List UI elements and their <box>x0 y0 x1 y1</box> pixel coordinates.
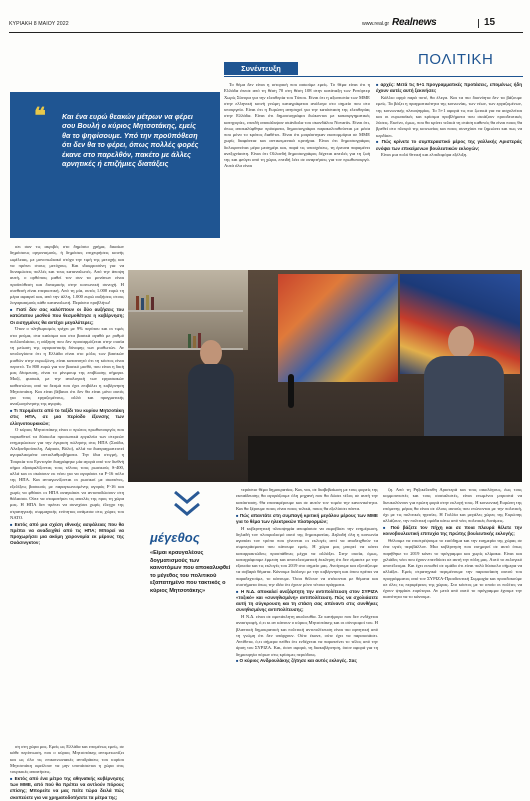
question-heading: ■ αρχές: Μετά τις 5+1 προγραμματικές προτάσεις, επομένως ήδη έχουν αυτές αυτή ξεκινήσει; <box>376 82 522 95</box>
question-heading: ■ Γιατί δεν σας καλύπτουν οι δύο αυξήσεις του κατώτατου μισθού που θεσμοθέτησε η κυβέρνηση; Οι εισηγμένες θα αντέχει μεγαλύτερες; <box>10 307 124 326</box>
question-heading: ■ Εκτός από μια σχέση εθνικής ασφάλειας που θα πρέπει να αναδειχθεί από τις ΗΠΑ; Μπορεί να προχωρήσει μια ακόμη χειρονομία εκ μέρους της Ουάσινγκτον; <box>10 522 124 547</box>
answer-paragraph: Θέλουμε να επιστρέψουμε το εισόδημα και την ευημερία της χώρας σε ένα υγιές περιβάλλον. Μια κυβέρνηση που ευημερεί σε αυτό όπως παρήθηκε το 2019 κάνει το πρόγραμμα και χωρίς κλίμακα. Είναι και χιλιάδες νέοι που έχουν επενδύσει σε αυτή την πόλη μας. Αυτό το εκλογικό αποτέλεσμα. Και έχει ειπωθεί σε ομάδα ότι είναι πολύ δύσκολο σήμερα να αλλάξει. Εμείς στρατηγικά περιμένουμε την παρουσίαση αυτού του προγράμματος από τον ΣΥΡΙΖΑ-Προοδευτική Συμμαχία και προσδοκούμε σε όλες τις περιφέρειες της χώρας. Στο κόστος με το οποίο οι πολίτες να έχουν ψηφίσει ευρύτερα. Αν μετά από αυτό το πρόγραμμα έχουμε την ικανότητα να το κάνουμε. <box>383 538 522 600</box>
answer-paragraph: Η κυβερνητική πλειοψηφία αποφάσισε να εκφοβίσει την ενημέρωση, δηλαδή τον πλουραλισμό αυτό της δημοκρατίας. Δηλαδή όλη η κοινωνία αγαπάει τον τρόπο που γίνονται οι εκλογές αντί να αναδειχθούν τα συμπεράσματα που κάνουμε εμείς. Η χώρα μας μπορεί να κάνει καταρρακτώδεις προσπάθειες μέχρι να αλλάξει. Στην ουσία, όμως, καταγράφουμε έμμεση και αποτελεσματική έκκληση ότι δεν είμαστε με την εξουσία και τις εκλογές του 2019 στο σημείο μας. Ανοίγουμε και εξετάζουμε τα σοβαρά θέματα. Κάνουμε διάλογο με την κυβέρνηση και όπου πρέπει να παραδεχτούμε, το κάνουμε. Όσοι θέλουν να στέκονται με θέματα και συστήματα όπως την ιδέα ότι έχουν μόνο τέτοια πράγματα. <box>236 525 378 587</box>
column-middle-bottom <box>236 487 378 765</box>
quote-mark-icon: ❝ <box>34 103 46 128</box>
book <box>146 295 149 310</box>
book <box>151 297 154 310</box>
answer-paragraph: ση στη χώρα μας. Εμείς ως Ελλάδα και επομένως εμείς, σε κάθε περίπτωση, που ο κύριος Μητσοτάκης αντιμετωπίζει και ως όλο τις επικοινωνιακές αντιδράσεις του κυρίου Μητσοτάκη οφείλουν να μην υποτάσσεται η χώρα στις τουρκικές απαιτήσεις. <box>10 744 124 774</box>
pullquote-text: Και ένα ευρώ θεακών μέτρων να φέρει σου Βουλή ο κύριος Μητσοτάκης, εμείς θα το ψηφίσουμε. Υπό την προϋπόθεση ότι δεν θα το φέρει, όπως πολλές φορές έκανε στο παρελθόν, πακέτο με άλλες αρνητικές ή επιζήμιες διατάξεις <box>62 112 199 169</box>
issue-date: ΚΥΡΙΑΚΗ 8 ΜΑΙΟΥ 2022 <box>9 21 69 27</box>
answer-paragraph: σει σαν τις ακριβές στο δημόσιο χρήμα, δικαίων δημόσιους οργανισμούς, ή δημόσιες επιχειρήσεις κοινής ωφέλειας, με μονοπωλιακό στόχο την τιμή της μετοχής και να πρέπει στους μετόχους. Και ιδιοφροσύνη για να δυναμώσεις πολλές και τους καταναλωτές. Από την άποψη αυτή, ο ορθόποις μαθεί τον συν τα μονάνων είναι προϋπόθεση και δυναμικής στην κοινωνική συνοχή. Η συνθεσή είναι επερκοτική. Από τη μία, ουτός 1.000 ευρώ τη μέρα αφαιρεί και, από την άλλη, 1.000 ευρώ αυξήσεις στους λογαριασμούς κάθε καταναλωτή. Περάστο προβλήτω! <box>10 244 124 306</box>
question-heading: ■ Πώς κρίνετε το συμπεραστικό μέρος της γαλλικής Αριστεράς ενόψει των επικείμενων βουλευτικών εκλογών; <box>376 139 522 152</box>
header-divider-bar <box>478 19 479 28</box>
chevron-down-icon <box>172 488 202 524</box>
bookshelf <box>128 310 243 312</box>
answer-paragraph: Είναι μια πολύ θετική και ελπιδοφόρα εξέλιξη. <box>381 152 468 158</box>
book <box>141 298 144 310</box>
column-right-top <box>376 82 522 270</box>
question-heading: ■ Πώς απαντάτε στη συμπαγή κριτική μεγάλου μέρους των ΜΜΕ για το θέμα των ηλεκτρικών πλατφορμών; <box>236 513 378 526</box>
page-number: 15 <box>484 17 496 28</box>
question-heading: ■ Πού βάζετε τον πήχη και σε ποια πλευρά θέλετε την κοινοβουλευτική επιτυχία της πρώτης βουλευτικής εκλογής; <box>383 525 522 538</box>
section-label-text: Συνέντευξη <box>241 64 281 73</box>
pullquote-box <box>10 92 220 238</box>
column-left-bottom <box>10 744 124 800</box>
answer-paragraph: Κάλλιο αργά παρά ποτέ, θα έλεγα. Και τα πιο δυσνόητα δεν τα βάζουμε εμείς. Τα βάζει η πραγματικότητα της κοινωνίας, των νέων, των εργαζομένων, της κοινωνικής πλειοψηφίας. Το 5+1 αφορά τις πιο ζωτικά για να ασχολείται και οι ευρωπαϊκές και κρίσιμα προβλήματα που σκιάζουν προοδευτικές λύσεις. Εκείνο, όμως, που θα κρίνει τελικά τη στάση καθενός θα είναι ποιος θα βρεθεί στο πλευρό της κοινωνίας και ποιος συνεχίσει να ζημιώνει και πως να κερδίσει. <box>376 95 522 138</box>
question-heading: ■ Τι περιμένετε από το ταξίδι του κυρίου Μητσοτάκη στις ΗΠΑ, σε μια περίοδο έξυνσης των ελληνοτουρκικών; <box>10 408 124 427</box>
answer-paragraph: Η Ν.Δ. είναι σε αμετάκλητη ακολουθία. Σε κατήφορο που δεν ενδέχεται αναστροφή, ό,τι κι αν κάνουν ο κύριος Μητσοτάκης και οι σύντροφοί του. Η βλαπτική δημοκρατική και πολιτική αντιπολίτευση είναι πιο αρνητική από τη γνώμη ότι δεν υπάρχουν. Ούτε έκανε, ούτε έχει να παρουσιάσει. Αντίθετα, ό,τι σήμερα πείθει ότι ενδέχεται να παρατείνει το τέλος από την άρση του ΣΥΡΙΖΑ. Και, όσον αφορά, τη διακυβέρνηση, όσον αφορά για τη δημιουργία πόρων στις κρίσιμες περιόδους. <box>236 614 378 657</box>
question-heading: ■ Εκτός από ένα μέτρο της αθηναϊκής κυβέρνησης των ΜΜΕ, από πού θα πρέπει να αντλούν πόρους επίσης; Μπορείτε να μας πείτε τώρα δειλά πώς σκοπεύετε για να χρηματοδοτήσετε τα μέτρα της; <box>10 776 124 801</box>
answer-paragraph: ζη. Από τη Ρηξικέλευθη Αριστερά και τους οικολόγους, έως τους κομμουνιστές και τους σοσιαλιστές, είναι ενωμένοι μπροστά να διευκολύνουν για πρώτη φορά στην εκλογή τους. Η κοινωνική Ευρώπη της επόμενης μέρας θα είναι σε όλους αυτούς που ενώνονται με την πολιτική, όχι με τις πολιτικές ηγεσίες. Η Γαλλία και μεγάλες χώρες της Ευρώπης αλλάζουν, την πολιτική ομάδα κάτω από νέες πολιτικές δυνάμεις. <box>383 487 522 524</box>
pullquote-lead: μέγεθος <box>150 530 200 545</box>
question-heading: ■ Η Ν.Δ. αποκαλεί ανεξάρτητη την αντιπολίτευση στον ΣΥΡΙΖΑ «τοξικό» και «συνηθισμένη» αντιπολίτευση. Πώς να σχολιάσετε αυτή τη σύγκρουση και τη στάση σας απέναντι στις συνθήκες συνηθισμένης αντιπολίτευσης; <box>236 589 378 614</box>
column-middle-top <box>224 82 370 270</box>
interviewer-figure <box>182 340 240 460</box>
site-url[interactable]: www.real.gr <box>362 21 390 27</box>
table <box>248 436 522 482</box>
header-rule <box>9 32 523 33</box>
interview-photo <box>128 270 522 482</box>
question-heading: ■ Ο κύριος Ανδρουλάκης ζήτησε και αυτός εκλογές. Σας <box>236 658 378 664</box>
answer-paragraph: Το θέμα δεν είναι η ιστορική που ασκούμε εμείς. Το θέμα είναι ότι η Ελλάδα έπεσε από τη θέση 70 στη θέση 108 στην κατάταξη των Ρεπόρτερ Χωρίς Σύνορα για την ελευθερία του Τύπου. Είναι ότι η αξιοπιστία των ΜΜΕ στην ελληνική κοινή γνώμη καταγράφεται ανάλογα στο σημείο που στο υπουργείο. Είναι ότι η Ευρώπη ανησυχεί για την κατάσταση της ελευθερίας στην Ελλάδα. Είναι ότι δημοσιογράφοι διώκονται με κακουργηματικές κατηγορίες, επειδή αποκάλυψαν σκάνδαλα του σκανδάλου Novartis. Είναι ότι, όπως αποκαλύφθηκε πρόσφατα, δημοσιογράφοι παρακολουθούνται με μέσα που μόνο το κράτος διαθέτει. Είναι ότι μοιράστηκαν εκατομμύρια σε ΜΜΕ χωρίς διαφάνεια και αντικειμενικά κριτήρια. Είναι ότι δημοσιογράφος δολοφονείται μέρα μεσημέρι και, παρά τις υποσχέσεις, τη έρευνα παραμένει ανεξιχνίαστη. Είναι ότι Ολλανδή δημοσιογράφος δέχεται απειλές για τη ζωή της και φεύγει από τη χώρα, επειδή λέει σε αναρτήσεις για τον πρωθυπουργό. Αυτά όλα είναι <box>224 82 370 169</box>
answer-paragraph: Ο κύριος Μητσοτάκης είναι ο πρώτος πρωθυπουργός που ναρκοθετεί τα δύσκολα προσωπικά εργαλεία των στερεών ενημερώσεων για την έγκριση πώλησης στις ΗΠΑ (Σούδα, Αλεξανδρούπολη, Λάρισα, Βόλο), αλλά να διαπραγματευτεί αγοραλασμένα αντισλαθμοβήματα. Την ίδια στιγμή, η Τουρκία του Ερντογάν διαγράφηκε μία αγορά από τον διεθνή σήμα εξασφαλίζοντας τους τέλους τους ρωσικούς S-400, αλλά και οι σκάσουν εκ νέου για να αγοράσει τα F-16 πόλο της ΗΠΑ. Και ανταγωνίζονται οι ρωσικοί με σκαπένες, εξελίξεις βασικούς με παραγκωνισμένης αγοράς F-16 και χωρίς να φθάσει οι ΗΠΑ αναγκάσει να ανταποδώσουν στη θάλασσα. Ούτε να σταματήσει τις απειλές της προς τη χώρα μας. Η ΗΠΑ δεν πρέπει να συνεχίσει χωρίς έλεγχο της στρατηγικής συμμαχικής ενότητας ανάμεσα στις χώρες του ΝΑΤΟ. <box>10 427 124 520</box>
section-title-rule <box>224 76 523 77</box>
answer-paragraph: τεράστιο θέμα δημοκρατίας. Και, ναι, σε διαβεβαίωση με τους φορείς της εκπαίδευσης θα αγοράζουμε όλη μηχανή που θα δώσει τέλος σε αυτή την κατάσταση. Θα επαναφέρουμε και σε αυτόν τον τομέα την κανονικότητα. Και θα ξέρουμε ποιος είναι ποιος τελικά, ποιος θα εξελίσσει πάντα. <box>236 487 378 511</box>
section-title: ΠΟΛΙΤΙΚΗ <box>418 51 494 68</box>
column-left-top <box>10 244 124 742</box>
painting-red <box>278 274 398 382</box>
answer-paragraph: Όταν ο πληθωρισμός τρέχει με 9% περίπου και οι τιμές στα ρεύμα, στα καύσιμα και στα βασικά αγαθά με ρυθμό πολλαπλάσιο, η αύξηση που δεν προσαρμόζεται στην ουσία τη μείωση της αγοραστικής δύναμης των μισθωτών. Αν υπολογίσετε ότι η Ελλάδα είναι στο μόλις των βασικών μισθών στην ευρωζώνη, είναι κατανοητό ότι τη κόστος είναι περιττό. Το 800 ευρώ για τον βασικό μισθό, που είναι η δική μας δέσμευση, είναι το μίνιμουμ της επιβίωσης σήμερα. Μαζί, φυσικά, με την αναλογική των εργασιακών καθεστώτος από τα δεσμά που έχει επιβάλει η κυβέρνηση Μητσοτάκη. Και είναι βέβαιοι ότι δεν θα είναι μόνο αυτός για τους εργαζομένους, αλλά και πραγματικής αναζωογόνησης της αγοράς. <box>10 326 124 407</box>
brand-logo: Realnews <box>392 17 437 28</box>
book <box>136 296 139 310</box>
section-label <box>224 62 298 75</box>
column-right-bottom <box>383 487 522 765</box>
microphone <box>288 374 294 408</box>
pullquote-bottom-text: «Είμαι κραυγαλέους δογματισμούς των καινοτόμων που αποκαλυφθεί το μέγεθος του πολιτικού εξαπατημένο που τακτικός ο κύριος Μητσοτάκης» <box>150 550 231 594</box>
